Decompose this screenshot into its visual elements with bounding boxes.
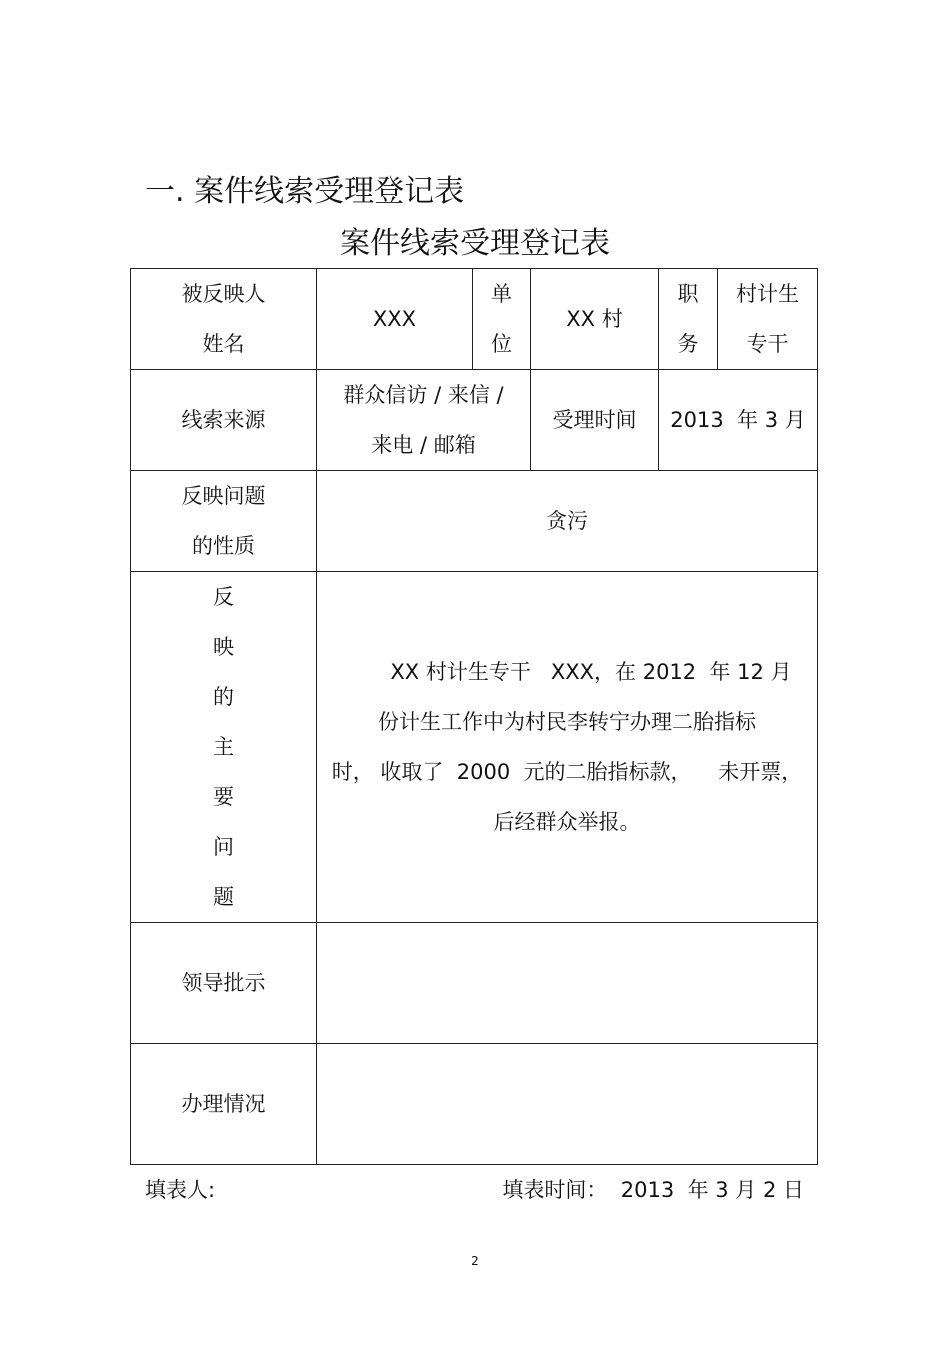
filler-label: 填表人: <box>145 1178 216 1202</box>
nature-label-line2: 的性质 <box>192 534 255 558</box>
handling-value-cell <box>317 1044 818 1165</box>
main-issue-label-char: 映 <box>213 635 234 659</box>
main-issue-line2: 份计生工作中为村民李转宁办理二胎指标 <box>378 710 756 734</box>
name-label-line2: 姓名 <box>202 332 245 356</box>
table-row <box>131 471 818 572</box>
unit-label-line1: 单 <box>491 282 512 306</box>
nature-label-cell <box>131 471 317 572</box>
received-label-cell: 受理时间 <box>531 370 659 471</box>
leader-value-cell <box>317 923 818 1044</box>
section-heading: 一. 案件线索受理登记表 <box>145 174 465 209</box>
main-issue-label-char: 主 <box>213 735 234 759</box>
position-value-line1: 村计生 <box>736 282 799 306</box>
main-issue-label-char: 的 <box>213 685 234 709</box>
table-row <box>131 269 818 370</box>
source-value-cell <box>317 370 531 471</box>
source-value-line1: 群众信访 / 来信 / <box>343 383 504 407</box>
unit-label-line2: 位 <box>491 332 512 356</box>
source-value-line2: 来电 / 邮箱 <box>371 433 476 457</box>
unit-label-cell <box>473 269 531 370</box>
received-value-cell: 2013 年 3 月 <box>659 370 818 471</box>
main-issue-label-cell <box>131 572 317 923</box>
main-issue-line3: 时， 收取了 2000 元的二胎指标款， 未开票， <box>331 760 803 784</box>
unit-value-cell: XX 村 <box>531 269 659 370</box>
leader-label-cell: 领导批示 <box>131 923 317 1044</box>
registration-form-table <box>130 268 818 1165</box>
position-value-cell <box>718 269 818 370</box>
position-label-line2: 务 <box>677 332 699 356</box>
main-issue-content-cell <box>317 572 818 923</box>
form-title: 案件线索受理登记表 <box>340 226 610 261</box>
main-issue-label-char: 反 <box>213 585 234 609</box>
main-issue-label-char: 要 <box>213 785 234 809</box>
page-number: 2 <box>471 1254 479 1268</box>
main-issue-label-char: 题 <box>213 885 234 909</box>
table-row <box>131 572 818 923</box>
nature-label-line1: 反映问题 <box>181 484 266 508</box>
position-label-line1: 职 <box>677 282 699 306</box>
main-issue-line1: XX 村计生专干 XXX，在 2012 年 12 月 <box>390 660 792 684</box>
table-row <box>131 923 818 1044</box>
name-value-cell: XXX <box>317 269 473 370</box>
main-issue-line4: 后经群众举报。 <box>493 810 641 834</box>
position-label-cell <box>659 269 718 370</box>
table-row <box>131 370 818 471</box>
handling-label-cell: 办理情况 <box>131 1044 317 1165</box>
name-label-cell <box>131 269 317 370</box>
nature-value-cell: 贪污 <box>317 471 818 572</box>
name-label-line1: 被反映人 <box>181 282 266 306</box>
fill-time: 填表时间： 2013 年 3 月 2 日 <box>502 1178 804 1202</box>
main-issue-label-char: 问 <box>213 835 234 859</box>
position-value-line2: 专干 <box>746 332 789 356</box>
source-label-cell: 线索来源 <box>131 370 317 471</box>
table-row <box>131 1044 818 1165</box>
